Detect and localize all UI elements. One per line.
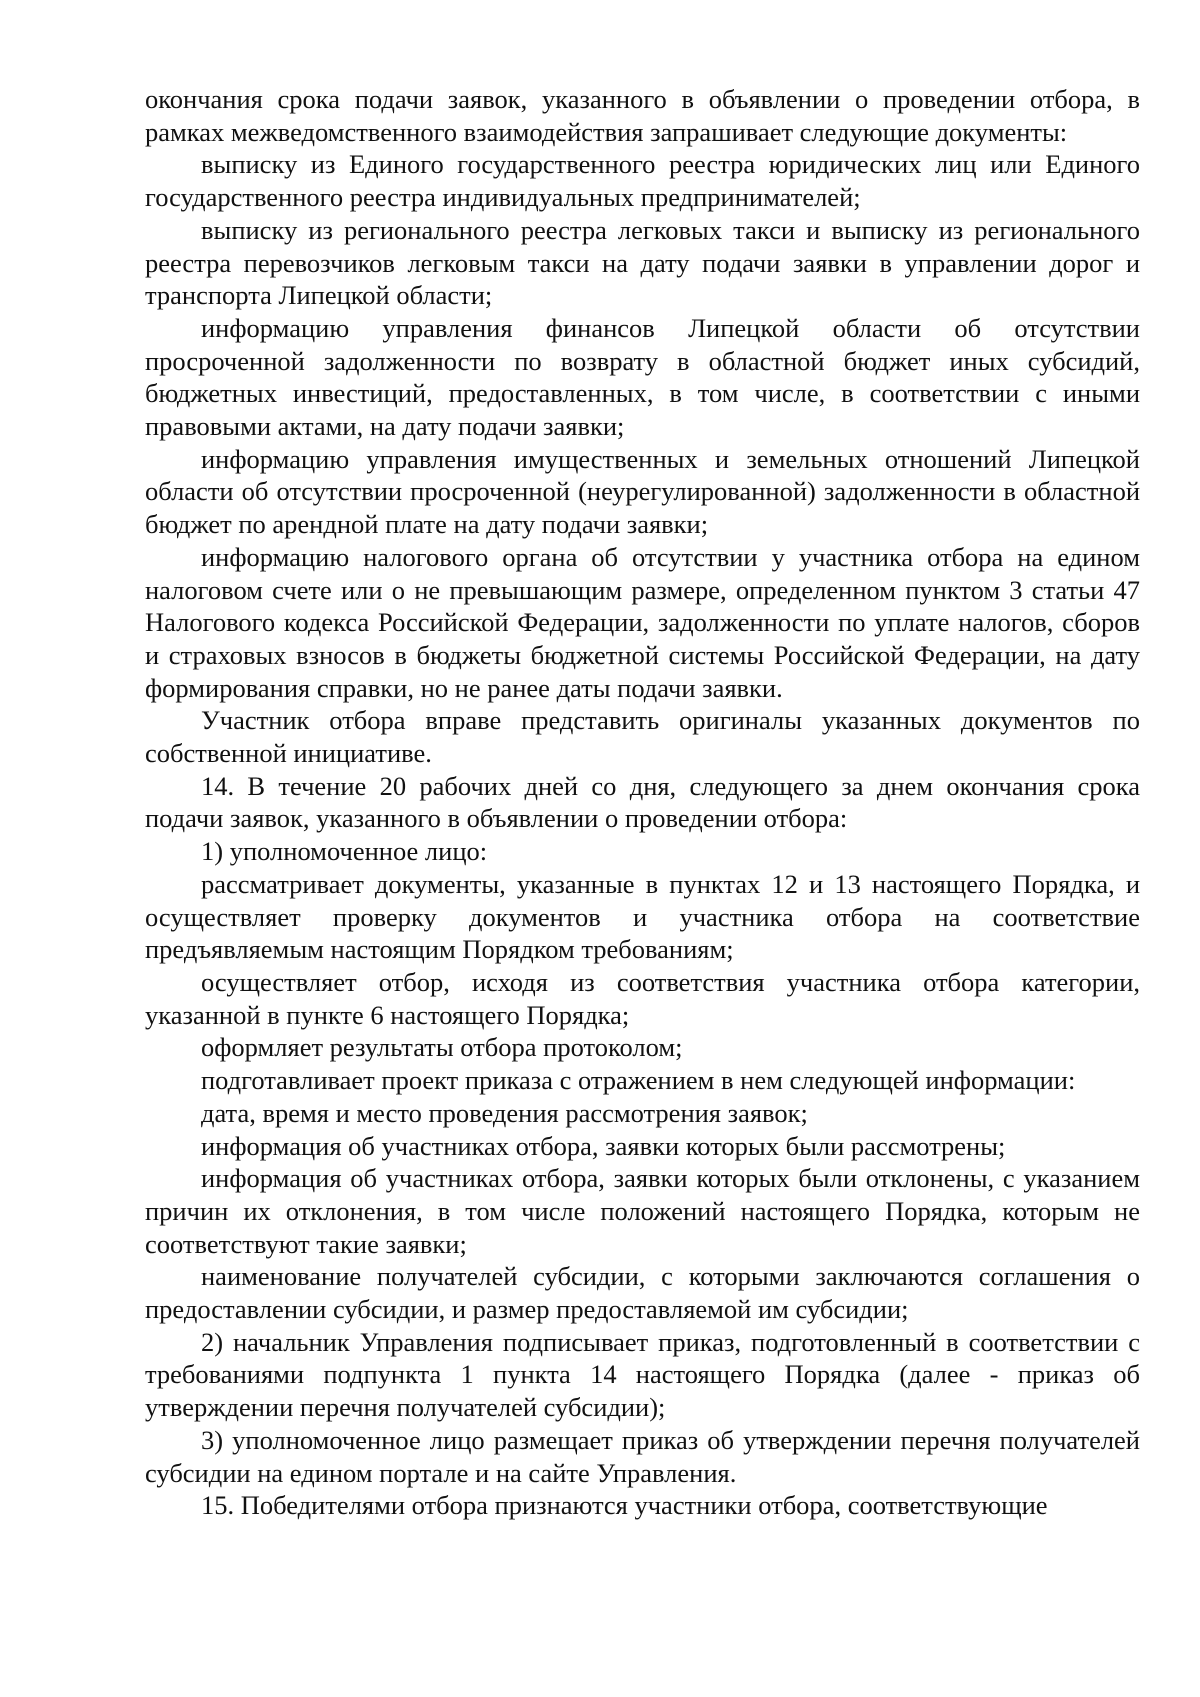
paragraph-protocol: оформляет результаты отбора протоколом; — [201, 1032, 683, 1063]
paragraph-property-info: информацию управления имущественных и земельных отношений Липецкой области об отсутствии просроченной (неурегулированной) задолженности в областной бюджет по арендной плате на дату подачи заявки; — [145, 443, 1140, 540]
paragraph-reviews-documents: рассматривает документы, указанные в пунктах 12 и 13 настоящего Порядка, и осуществляет проверку документов и участника отбора на соответствие предъявляемым настоящим Порядком требованиям; — [145, 868, 1140, 965]
paragraph-draft-order: подготавливает проект приказа с отражением в нем следующей информации: — [201, 1065, 1076, 1096]
paragraph-tax-info: информацию налогового органа об отсутствии у участника отбора на едином налоговом счете или о не превышающим размере, определенном пунктом 3 статьи 47 Налогового кодекса Российской Федерации, задолженности по уплате налогов, сборов и страховых взносов в бюджеты бюджетной системы Российской Федерации, на дату формирования справки, но не ранее даты подачи заявки. — [145, 541, 1140, 703]
paragraph-reviewed-participants: информация об участниках отбора, заявки которых были рассмотрены; — [201, 1130, 1006, 1161]
paragraph-egrul-extract: выписку из Единого государственного реестра юридических лиц или Единого государственного реестра индивидуальных предпринимателей; — [145, 149, 1140, 213]
document-page — [145, 83, 1140, 1522]
paragraph-recipients: наименование получателей субсидии, с которыми заключаются соглашения о предоставлении субсидии, и размер предоставляемой им субсидии; — [145, 1261, 1140, 1325]
paragraph-own-initiative: Участник отбора вправе представить оригиналы указанных документов по собственной инициативе. — [145, 705, 1140, 769]
paragraph-taxi-registry-extract: выписку из регионального реестра легковых такси и выписку из регионального реестра перевозчиков легковым такси на дату подачи заявки в управлении дорог и транспорта Липецкой области; — [145, 214, 1140, 311]
paragraph-item-14: 14. В течение 20 рабочих дней со дня, следующего за днем окончания срока подачи заявок, указанного в объявлении о проведении отбора: — [145, 770, 1140, 834]
paragraph-rejected-participants: информация об участниках отбора, заявки которых были отклонены, с указанием причин их отклонения, в том числе положений настоящего Порядка, которым не соответствуют такие заявки; — [145, 1163, 1140, 1259]
paragraph-item-15: 15. Победителями отбора признаются участники отбора, соответствующие — [201, 1490, 1048, 1521]
paragraph-continuation: окончания срока подачи заявок, указанного в объявлении о проведении отбора, в рамках межведомственного взаимодействия запрашивает следующие документы: — [145, 84, 1140, 147]
paragraph-subitem-1: 1) уполномоченное лицо: — [201, 836, 488, 867]
paragraph-date-time-place: дата, время и место проведения рассмотрения заявок; — [201, 1097, 808, 1128]
paragraph-finance-info: информацию управления финансов Липецкой области об отсутствии просроченной задолженности по возврату в областной бюджет иных субсидий, бюджетных инвестиций, предоставленных, в том числе, в соответствии с иными правовыми актами, на дату подачи заявки; — [145, 312, 1140, 442]
paragraph-subitem-3: 3) уполномоченное лицо размещает приказ об утверждении перечня получателей субсидии на едином портале и на сайте Управления. — [145, 1424, 1140, 1488]
paragraph-performs-selection: осуществляет отбор, исходя из соответствия участника отбора категории, указанной в пункте 6 настоящего Порядка; — [145, 966, 1140, 1030]
paragraph-subitem-2: 2) начальник Управления подписывает приказ, подготовленный в соответствии с требованиями подпункта 1 пункта 14 настоящего Порядка (далее - приказ об утверждении перечня получателей субсидии); — [145, 1326, 1140, 1423]
